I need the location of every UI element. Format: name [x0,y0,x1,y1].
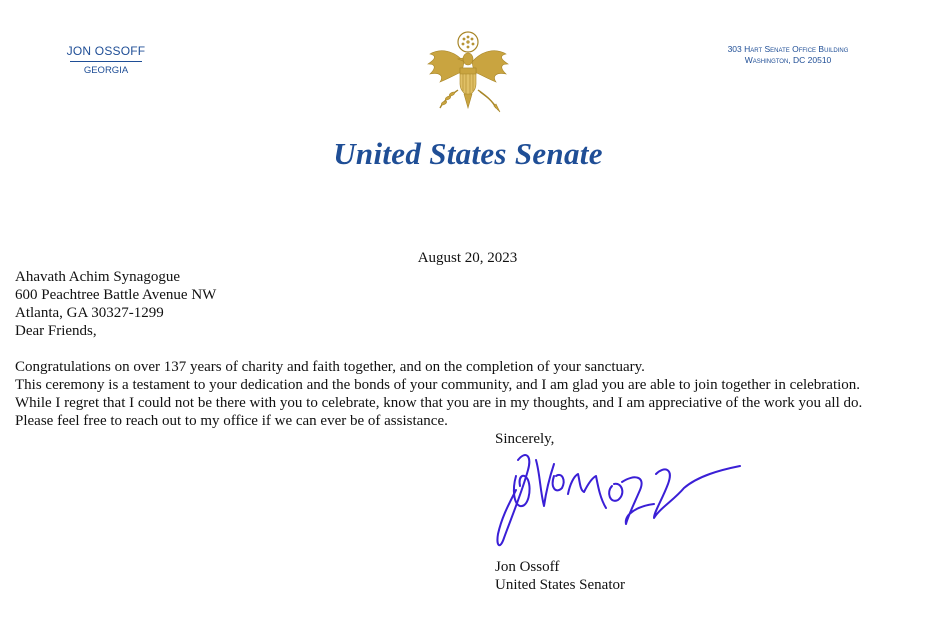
senator-name: JON OSSOFF [66,44,146,58]
recipient-name: Ahavath Achim Synagogue [15,269,180,285]
salutation: Dear Friends, [15,323,97,339]
closing: Sincerely, [495,431,555,447]
letter-date: August 20, 2023 [417,250,518,266]
office-address-line-1: 303 Hart Senate Office Building [727,44,849,54]
recipient-street: 600 Peachtree Battle Avenue NW [15,287,217,303]
office-address-line-2: Washington, DC 20510 [744,55,832,65]
signer-title: United States Senator [495,577,625,593]
great-seal-eagle-icon [424,28,512,120]
header-divider [70,61,142,62]
handwritten-signature [488,446,748,556]
body-paragraph: Please feel free to reach out to my office if we can ever be of assistance. [15,413,448,429]
senator-header [64,44,148,76]
office-address [700,44,876,66]
body-paragraph: Congratulations on over 137 years of charity and faith together, and on the completion of your sanctuary. [15,359,645,375]
body-paragraph: While I regret that I could not be there with you to celebrate, know that you are in my thoughts, and I am appreciative of the work you all do. [15,395,863,411]
signer-name: Jon Ossoff [495,559,560,575]
senate-title: United States Senate [333,136,603,171]
senator-state: GEORGIA [83,65,129,76]
recipient-city: Atlanta, GA 30327-1299 [15,305,164,321]
body-paragraph: This ceremony is a testament to your dedication and the bonds of your community, and I am glad you are able to join together in celebration. [15,377,861,393]
